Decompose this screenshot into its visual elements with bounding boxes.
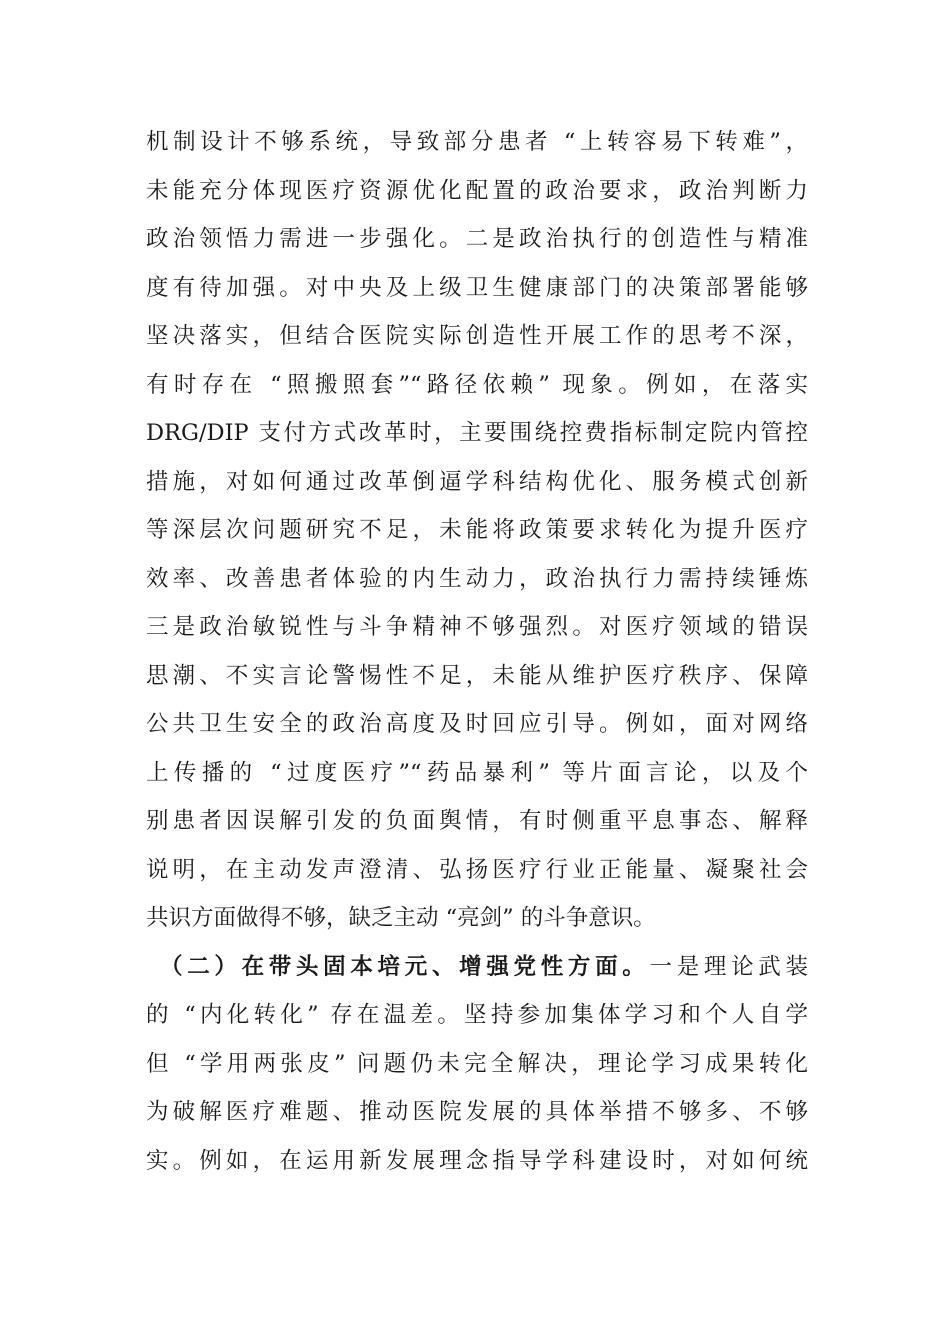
paragraph-line: 为破解医疗难题、推动医院发展的具体举措不够多、不够 [146,1099,808,1125]
section-heading-line [146,943,808,992]
paragraph-line: 三是政治敏锐性与斗争精神不够强烈。对医疗领域的错误 [146,614,808,640]
paragraph-line: 度有待加强。对中央及上级卫生健康部门的决策部署能够 [146,274,808,301]
paragraph-line: 别患者因误解引发的负面舆情，有时侧重平息事态、解释 [146,808,808,834]
section-heading: （二）在带头固本培元、增强党性方面。 [160,953,650,980]
paragraph-line: 实。例如，在运用新发展理念指导学科建设时，对如何统 [146,1147,808,1174]
paragraph-line: 坚决落实，但结合医院实际创造性开展工作的思考不深， [146,323,808,349]
paragraph-line: 未能充分体现医疗资源优化配置的政治要求，政治判断力 [146,177,808,204]
paragraph-line: 等深层次问题研究不足，未能将政策要求转化为提升医疗 [146,517,808,543]
paragraph-line: 机制设计不够系统，导致部分患者 “上转容易下转难”， [146,129,808,155]
paragraph-line: 政治领悟力需进一步强化。二是政治执行的创造性与精准 [146,226,808,252]
paragraph-line: 效率、改善患者体验的内生动力，政治执行力需持续锤炼 [146,565,808,592]
paragraph-line: 的 “内化转化” 存在温差。坚持参加集体学习和个人自学 [146,1002,808,1028]
paragraph-line: 上传播的 “过度医疗”“药品暴利” 等片面言论，以及个 [146,759,808,786]
section-lead-text: 一是理论武装 [649,953,808,980]
paragraph-line: 共识方面做得不够，缺乏主动 “亮剑” 的斗争意识。 [146,905,656,931]
paragraph-line: 措施，对如何通过改革倒逼学科结构优化、服务模式创新 [146,468,808,495]
paragraph-line: DRG/DIP 支付方式改革时，主要围绕控费指标制定院内管控 [146,420,808,446]
paragraph-line: 但 “学用两张皮” 问题仍未完全解决，理论学习成果转化 [146,1050,808,1077]
paragraph-line: 思潮、不实言论警惕性不足，未能从维护医疗秩序、保障 [146,662,808,689]
paragraph-line: 说明，在主动发声澄清、弘扬医疗行业正能量、凝聚社会 [146,856,808,883]
document-body [146,118,808,1185]
paragraph-line: 有时存在 “照搬照套”“路径依赖” 现象。例如，在落实 [146,371,808,398]
paragraph-line: 公共卫生安全的政治高度及时回应引导。例如，面对网络 [146,711,808,737]
